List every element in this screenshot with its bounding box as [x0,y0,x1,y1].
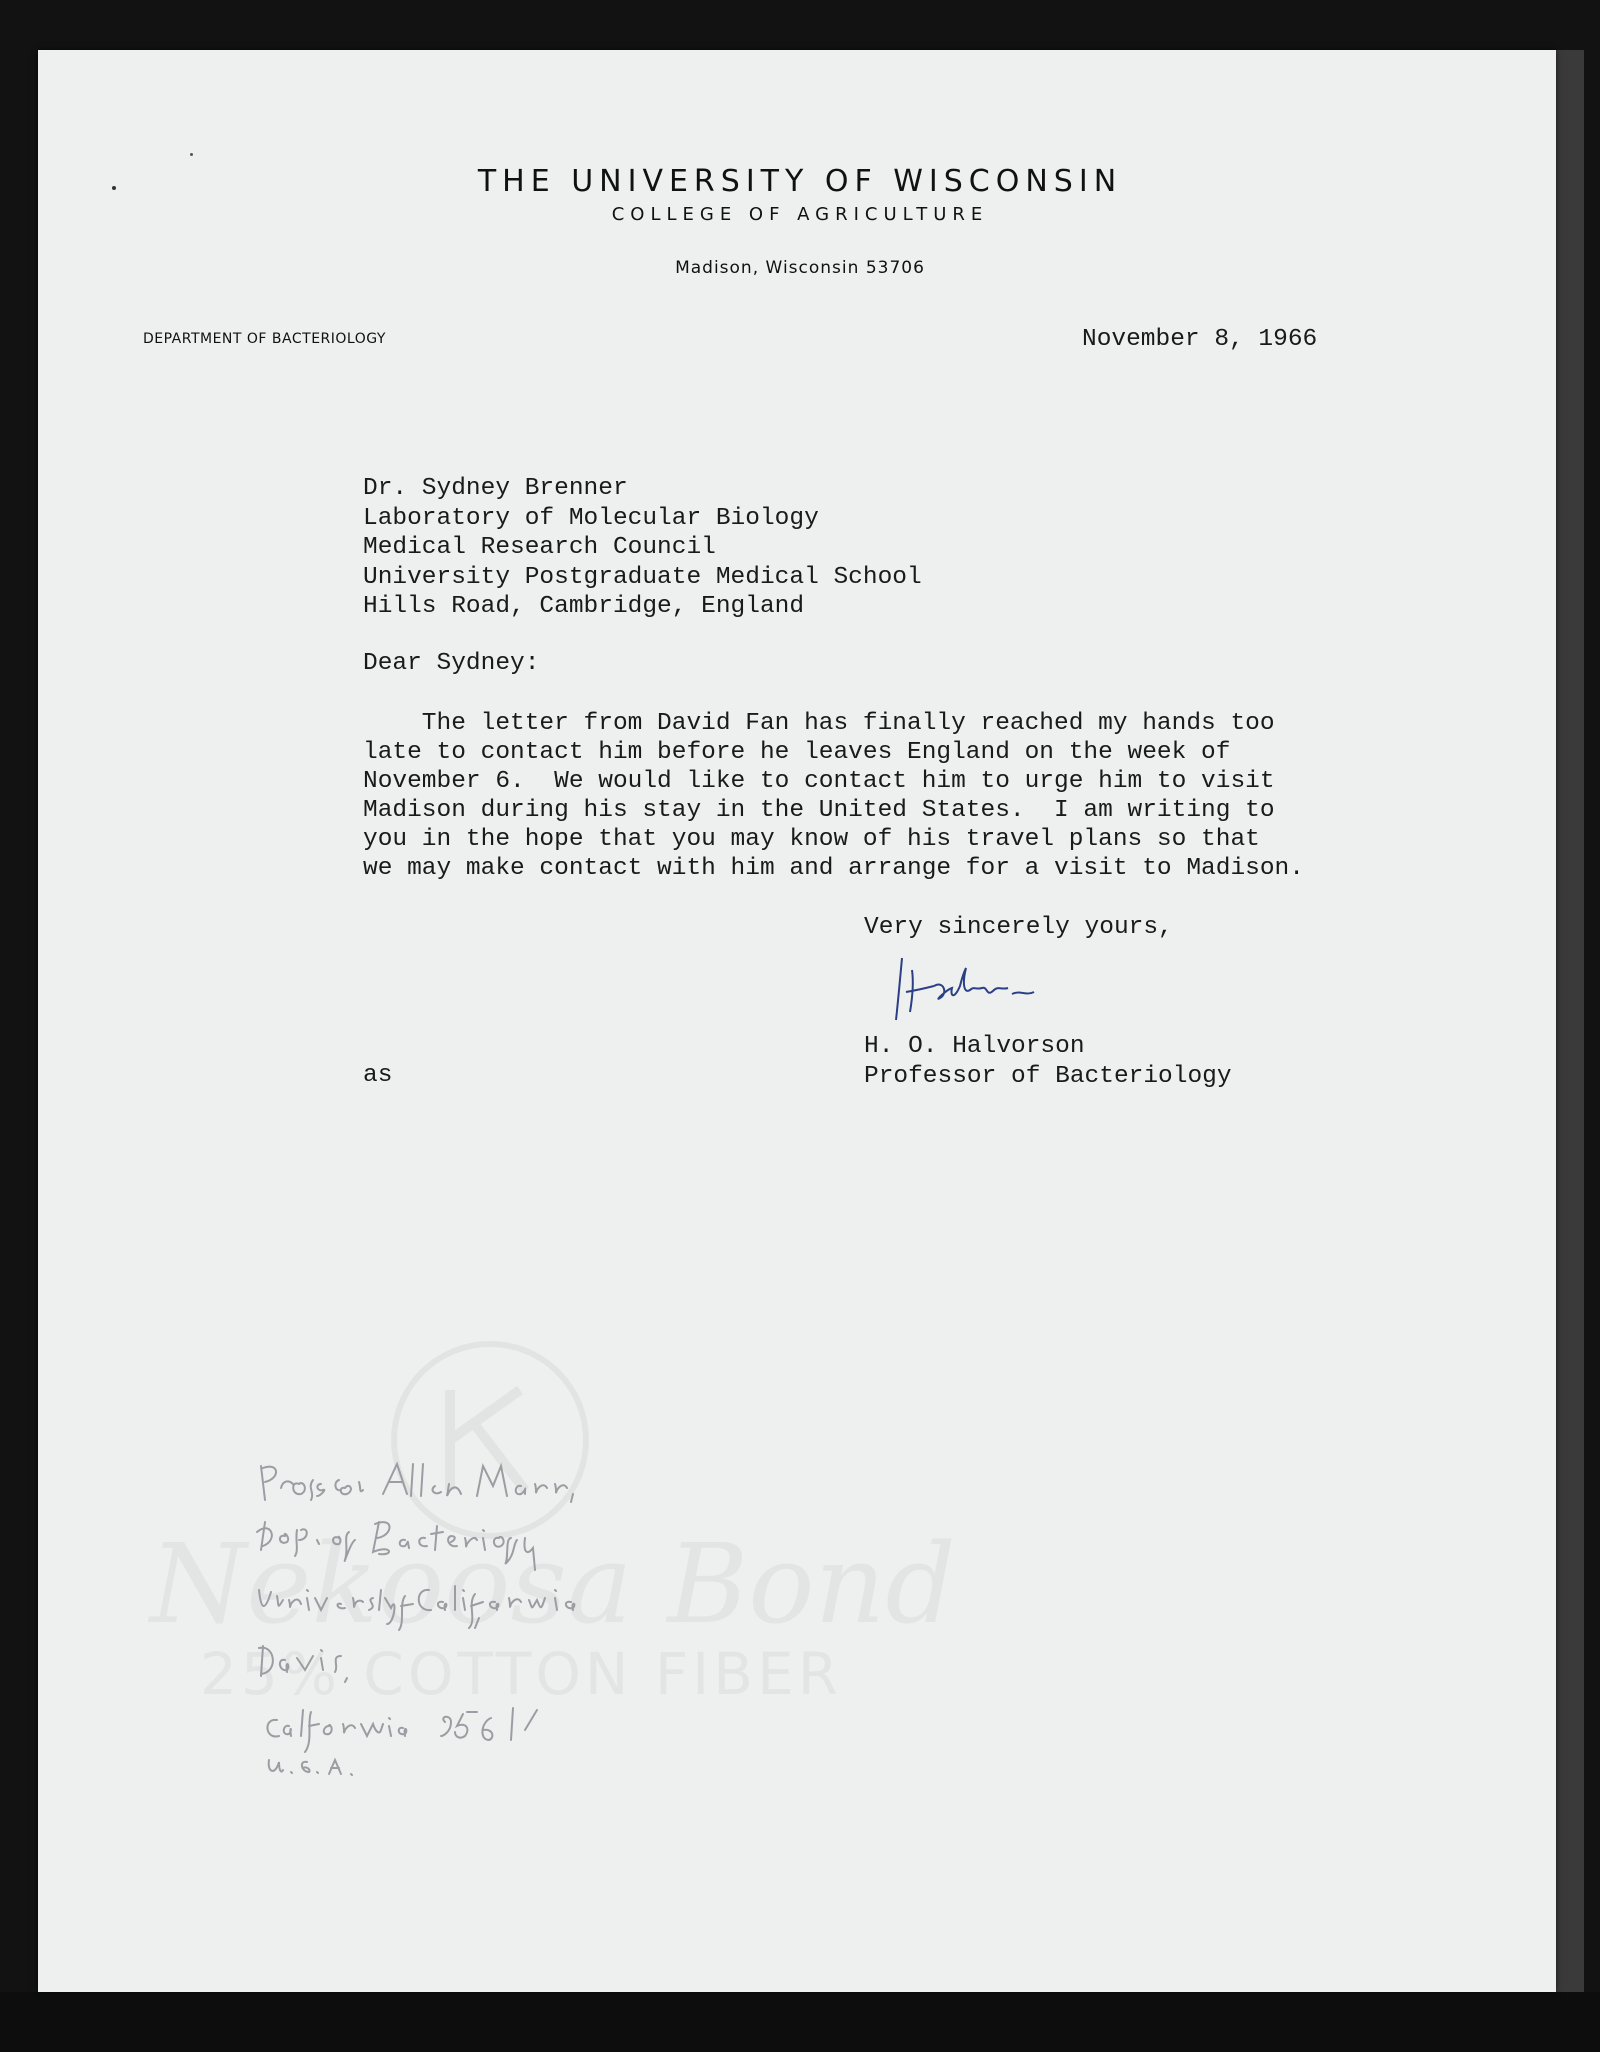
salutation: Dear Sydney: [363,650,540,677]
address-line: Hills Road, Cambridge, England [363,593,805,620]
signature [890,950,1080,1030]
handwritten-pencil-note [255,1460,775,1780]
letterhead-college: COLLEGE OF AGRICULTURE [611,204,989,225]
body-line: November 6. We would like to contact him to urge him to visit [363,768,1275,795]
body-line: The letter from David Fan has finally reached my hands too [363,710,1275,737]
letter-date: November 8, 1966 [1082,326,1318,353]
signer-block [864,1032,1232,1092]
address-line: University Postgraduate Medical School [363,563,922,591]
letterhead-city: Madison, Wisconsin 53706 [675,258,925,278]
body-line: Madison during his stay in the United States. I am writing to [363,797,1275,824]
typist-initials: as [363,1062,393,1089]
body-line: you in the hope that you may know of his travel plans so that [363,826,1260,853]
address-line: Medical Research Council [363,534,716,561]
letter-body [363,709,1304,883]
watermark-fiber: 25% COTTON FIBER [200,1640,843,1708]
page-edge-shadow [1556,50,1584,1992]
signer-name: H. O. Halvorson [864,1033,1085,1060]
closing: Very sincerely yours, [864,914,1173,941]
letterhead-university: THE UNIVERSITY OF WISCONSIN [477,164,1123,199]
address-line: Laboratory of Molecular Biology [363,504,819,532]
letterhead-department: DEPARTMENT OF BACTERIOLOGY [143,331,386,347]
watermark-brand: Nekoosa Bond [150,1520,956,1648]
body-line: we may make contact with him and arrange for a visit to Madison. [363,855,1304,882]
signer-title: Professor of Bacteriology [864,1063,1232,1090]
paper-speck [190,153,193,156]
body-line: late to contact him before he leaves England on the week of [363,739,1231,766]
recipient-address [363,474,922,622]
address-line: Dr. Sydney Brenner [363,475,628,502]
scan-background [0,1992,1600,2052]
